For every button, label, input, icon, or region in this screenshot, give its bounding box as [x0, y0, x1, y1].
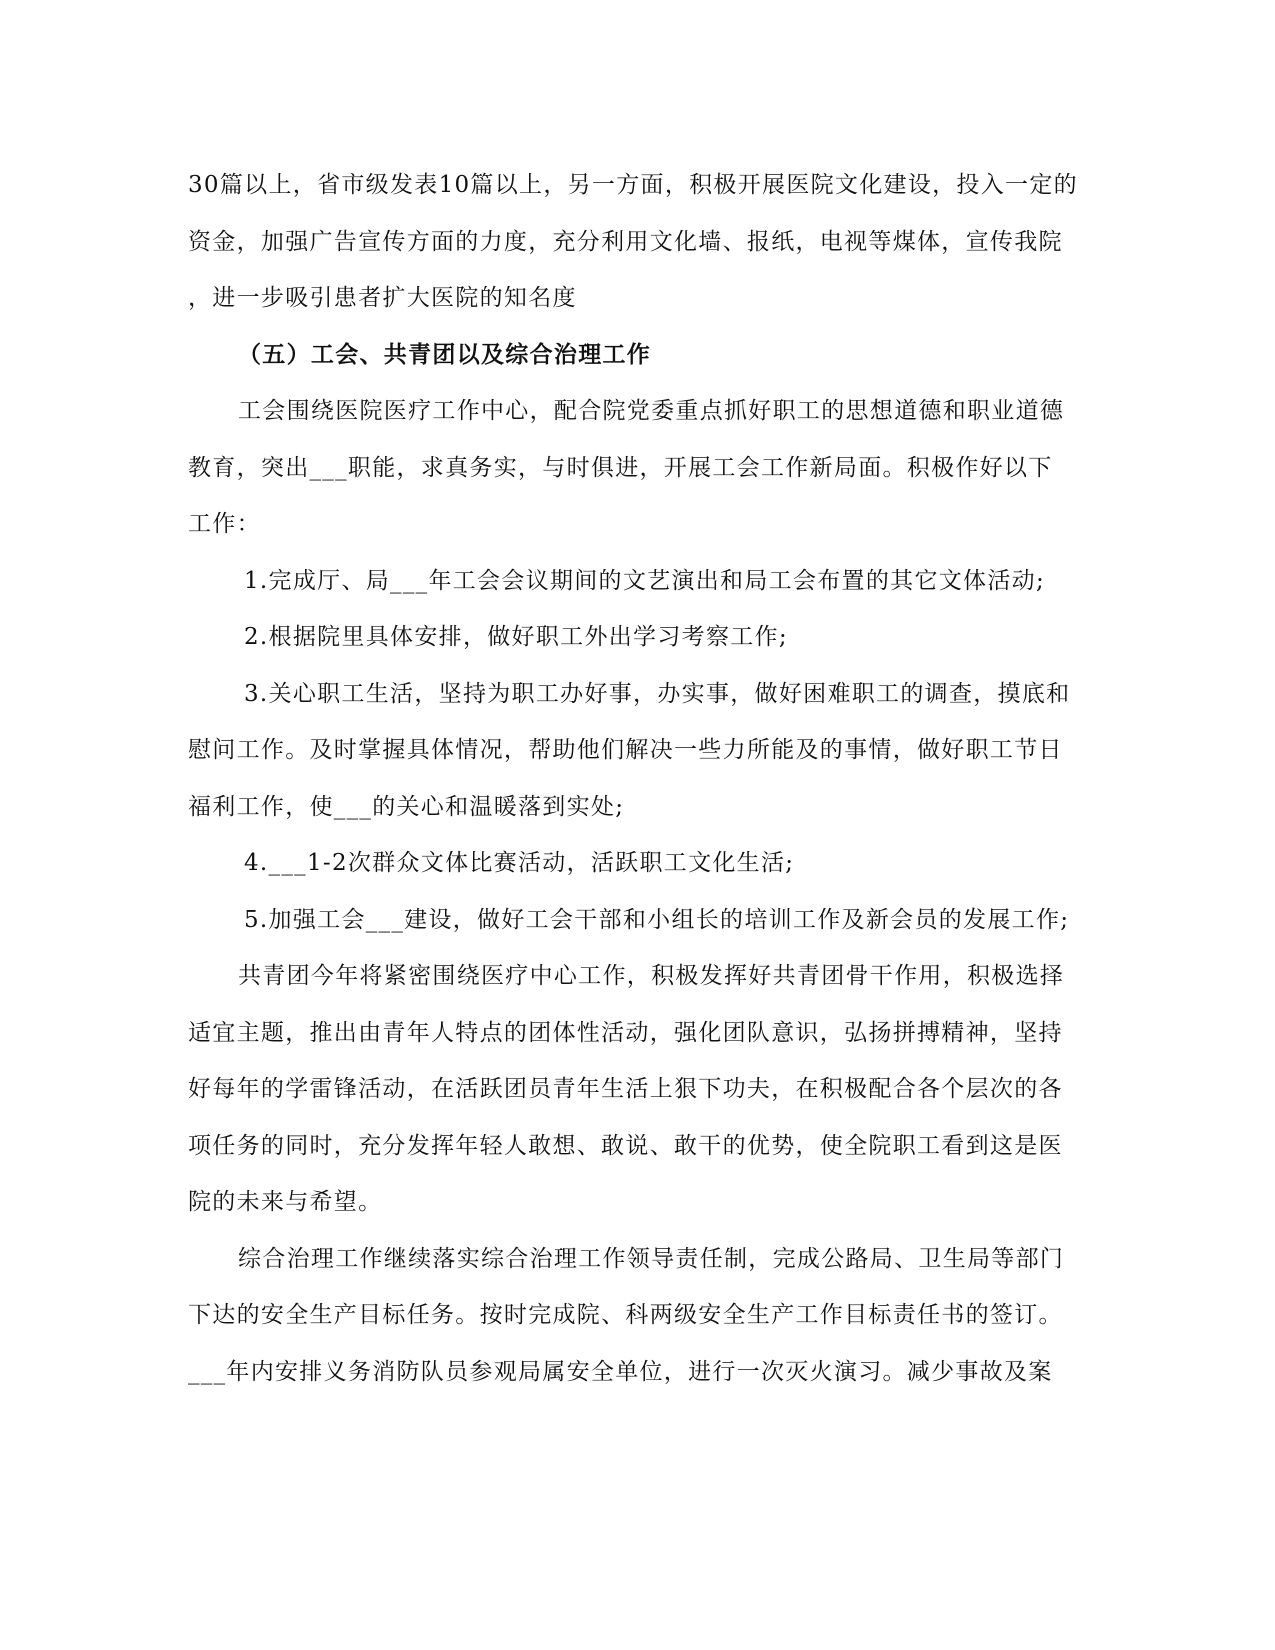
- paragraph-line: 下达的安全生产目标任务。按时完成院、科两级安全生产工作目标责任书的签订。: [188, 1302, 1063, 1328]
- list-item: 4.___1-2次群众文体比赛活动，活跃职工文化生活;: [244, 850, 795, 876]
- paragraph-line: 教育，突出___职能，求真务实，与时俱进，开展工会工作新局面。积极作好以下: [188, 455, 1053, 481]
- paragraph-line: ，进一步吸引患者扩大医院的知名度: [188, 285, 577, 311]
- paragraph-line: 院的未来与希望。: [188, 1189, 383, 1215]
- paragraph-line: 综合治理工作继续落实综合治理工作领导责任制，完成公路局、卫生局等部门: [238, 1246, 1065, 1272]
- paragraph-line: 工作：: [188, 511, 261, 537]
- paragraph-line: 30篇以上，省市级发表10篇以上，另一方面，积极开展医院文化建设，投入一定的: [188, 172, 1078, 198]
- list-item: 5.加强工会___建设，做好工会干部和小组长的培训工作及新会员的发展工作;: [244, 907, 1070, 933]
- paragraph-line: 项任务的同时，充分发挥年轻人敢想、敢说、敢干的优势，使全院职工看到这是医: [188, 1133, 1063, 1159]
- list-item: 2.根据院里具体安排，做好职工外出学习考察工作;: [244, 624, 788, 650]
- paragraph-line: ___年内安排义务消防队员参观局属安全单位，进行一次灭火演习。减少事故及案: [188, 1359, 1053, 1385]
- section-heading: （五）工会、共青团以及综合治理工作: [238, 342, 652, 368]
- list-item: 3.关心职工生活，坚持为职工办好事，办实事，做好困难职工的调查，摸底和: [244, 681, 1071, 707]
- paragraph-line: 共青团今年将紧密围绕医疗中心工作，积极发挥好共青团骨干作用，积极选择: [238, 963, 1065, 989]
- paragraph-line: 好每年的学雷锋活动，在活跃团员青年生活上狠下功夫，在积极配合各个层次的各: [188, 1076, 1063, 1102]
- paragraph-line: 资金，加强广告宣传方面的力度，充分利用文化墙、报纸，电视等煤体，宣传我院: [188, 229, 1063, 255]
- paragraph-line: 适宜主题，推出由青年人特点的团体性活动，强化团队意识，弘扬拼搏精神，坚持: [188, 1020, 1063, 1046]
- list-item-continuation: 慰问工作。及时掌握具体情况，帮助他们解决一些力所能及的事情，做好职工节日: [188, 737, 1063, 763]
- paragraph-line: 工会围绕医院医疗工作中心，配合院党委重点抓好职工的思想道德和职业道德: [238, 398, 1065, 424]
- list-item-continuation: 福利工作，使___的关心和温暖落到实处;: [188, 794, 625, 820]
- list-item: 1.完成厅、局___年工会会议期间的文艺演出和局工会布置的其它文体活动;: [244, 568, 1045, 594]
